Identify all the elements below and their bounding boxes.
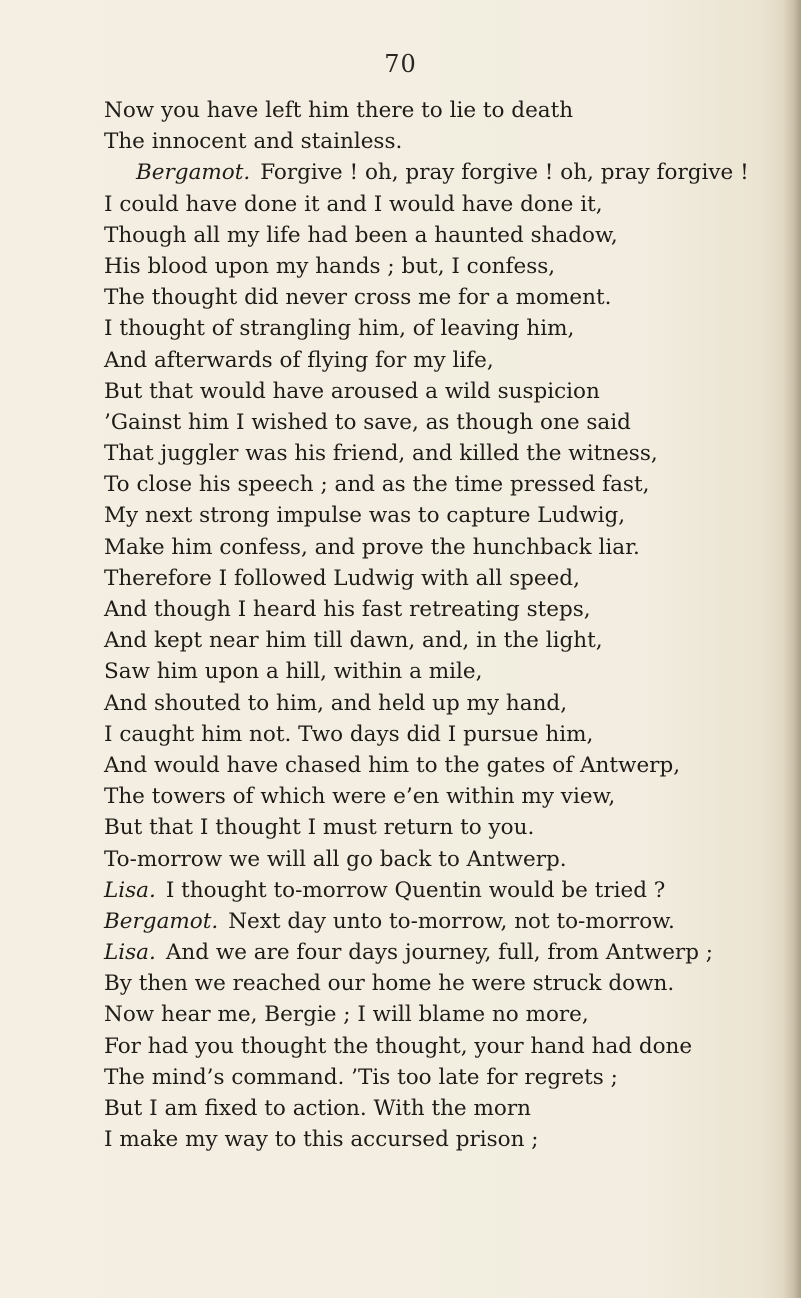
verse-line <box>104 999 794 1030</box>
line-text: And though I heard his fast retreating steps, <box>104 597 591 622</box>
verse-line <box>104 407 794 438</box>
verse-line <box>104 688 794 719</box>
verse-line <box>104 345 794 376</box>
verse-line <box>104 844 794 875</box>
line-text: That juggler was his friend, and killed the witness, <box>104 441 658 467</box>
line-text: I caught him not. Two days did I pursue him, <box>104 721 594 747</box>
verse-line <box>104 500 794 531</box>
line-text: For had you thought the thought, your hand had done <box>104 1033 693 1059</box>
verse-line <box>104 438 794 469</box>
line-text: And afterwards of flying for my life, <box>104 347 494 373</box>
line-text: I thought to-morrow Quentin would be tried ? <box>165 877 666 903</box>
line-text: And kept near him till dawn, and, in the light, <box>104 628 603 654</box>
verse-line <box>104 95 794 126</box>
verse-line <box>104 189 794 220</box>
verse-line <box>104 594 794 625</box>
verse-line <box>104 875 794 906</box>
page-number: 70 <box>384 50 417 78</box>
verse-line <box>104 376 794 407</box>
verse-line <box>104 968 794 999</box>
line-text: But that would have aroused a wild suspicion <box>104 378 600 404</box>
line-text: And we are four days journey, full, from Antwerp ; <box>165 940 714 966</box>
line-text: The innocent and stainless. <box>104 129 403 155</box>
verse-line <box>104 469 794 500</box>
verse-line <box>104 937 794 968</box>
verse-line <box>104 126 794 157</box>
line-text: The towers of which were e’en within my view, <box>104 784 616 810</box>
line-text: Make him confess, and prove the hunchback liar. <box>104 534 640 560</box>
line-text: To close his speech ; and as the time pressed fast, <box>104 472 650 498</box>
speaker-name: Lisa. <box>104 877 156 903</box>
verse-line <box>104 906 794 937</box>
verse-line <box>104 719 794 750</box>
line-text: I thought of strangling him, of leaving him, <box>104 316 575 342</box>
line-text: ’Gainst him I wished to save, as though one said <box>104 409 631 435</box>
line-text: The thought did never cross me for a moment. <box>104 285 612 311</box>
verse-line <box>104 1124 794 1155</box>
verse-line <box>104 563 794 594</box>
line-text: Forgive ! oh, pray forgive ! oh, pray forgive ! <box>260 160 749 186</box>
verse-line <box>104 532 794 563</box>
verse-line <box>104 157 794 188</box>
verse-line <box>104 812 794 843</box>
verse-line <box>104 1062 794 1093</box>
line-text: Saw him upon a hill, within a mile, <box>104 659 483 685</box>
line-text: And shouted to him, and held up my hand, <box>104 690 568 716</box>
line-text: Though all my life had been a haunted shadow, <box>104 222 618 248</box>
line-text: The mind’s command. ’Tis too late for regrets ; <box>104 1064 618 1090</box>
verse-line <box>104 1093 794 1124</box>
verse-line <box>104 282 794 313</box>
speaker-name: Bergamot. <box>104 908 219 934</box>
verse-text <box>104 95 794 1155</box>
line-text: Now hear me, Bergie ; I will blame no more, <box>104 1002 589 1028</box>
verse-line <box>104 313 794 344</box>
line-text: Therefore I followed Ludwig with all speed, <box>104 565 580 591</box>
verse-line <box>104 750 794 781</box>
speaker-name: Lisa. <box>104 940 156 966</box>
line-text: His blood upon my hands ; but, I confess, <box>104 253 556 279</box>
verse-line <box>104 1031 794 1062</box>
line-text: To-morrow we will all go back to Antwerp. <box>104 846 567 872</box>
line-text: By then we reached our home he were struck down. <box>104 971 675 997</box>
verse-line <box>104 625 794 656</box>
line-text: I make my way to this accursed prison ; <box>104 1127 539 1153</box>
line-text: My next strong impulse was to capture Ludwig, <box>104 503 626 529</box>
speaker-name: Bergamot. <box>136 160 251 186</box>
verse-line <box>104 781 794 812</box>
line-text: Next day unto to-morrow, not to-morrow. <box>228 908 675 934</box>
line-text: Now you have left him there to lie to death <box>104 98 574 123</box>
line-text: And would have chased him to the gates of Antwerp, <box>104 752 681 778</box>
verse-line <box>104 656 794 687</box>
line-text: But that I thought I must return to you. <box>104 815 535 841</box>
line-text: But I am fixed to action. With the morn <box>104 1096 531 1121</box>
line-text: I could have done it and I would have done it, <box>104 191 603 217</box>
verse-line <box>104 220 794 251</box>
verse-line <box>104 251 794 282</box>
